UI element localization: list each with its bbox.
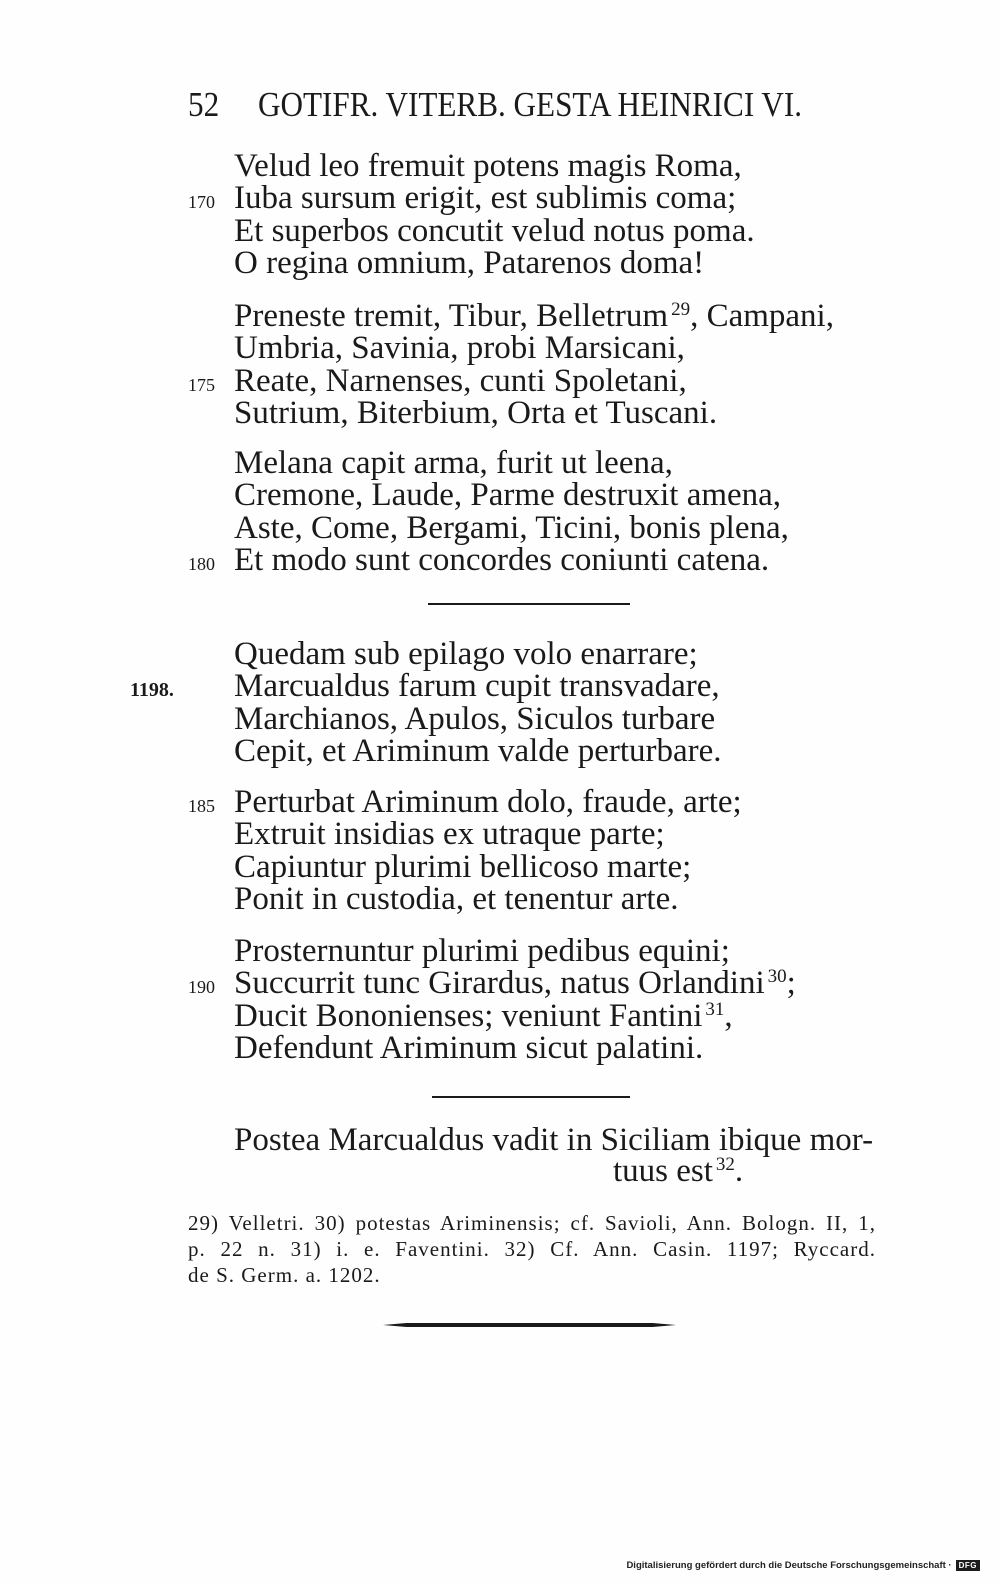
verse-line (130, 668, 722, 705)
verse-text: Prosternuntur plurimi pedibus equini; (234, 933, 730, 969)
credit-text: Digitalisierung gefördert durch die Deutsche Forschungsgemeinschaft · (626, 1560, 952, 1571)
line-number: 180 (188, 553, 215, 574)
end-rule (383, 1323, 676, 1327)
line-number: 185 (188, 796, 215, 816)
verse-text: Preneste tremit, Tibur, Belletrum (234, 298, 669, 334)
verse-line (234, 330, 834, 367)
verse-text: Melana capit arma, furit ut leena, (234, 445, 673, 481)
verse-text: Ponit in custodia, et tenentur arte. (234, 880, 679, 917)
verse-line (234, 150, 755, 182)
verse-line (234, 700, 722, 737)
line-number: 170 (188, 192, 215, 213)
verse-stanza (188, 784, 742, 917)
verse-stanza (188, 445, 789, 578)
verse-line (234, 848, 742, 885)
verse-line (234, 212, 755, 249)
footnote-ref: 29 (671, 299, 691, 320)
verse-text: Velud leo fremuit potens magis Roma, (234, 148, 742, 184)
verse-stanza (130, 636, 722, 769)
verse-text: Defendunt Ariminum sicut palatini. (234, 1029, 704, 1066)
verse-text: O regina omnium, Patarenos doma! (234, 244, 705, 281)
verse-line (234, 816, 742, 853)
verse-text: Quedam sub epilago volo enarrare; (234, 636, 698, 672)
page-number: 52 (188, 85, 220, 124)
digitization-credit (626, 1560, 980, 1571)
verse-text: Succurrit tunc Girardus, natus Orlandini (234, 965, 765, 1002)
prose-passage (234, 1122, 874, 1189)
punctuation: ; (786, 965, 796, 1002)
footnote-ref: 32 (715, 1154, 735, 1175)
verse-line (234, 997, 796, 1034)
verse-text: Ducit Bononienses; veniunt Fantini (234, 997, 703, 1034)
verse-text: Marchianos, Apulos, Siculos turbare (234, 700, 716, 737)
running-title: GOTIFR. VITERB. GESTA HEINRICI VI. (258, 85, 803, 124)
prose-text: Postea Marcualdus vadit in Siciliam ibique mor- (234, 1122, 874, 1158)
verse-line (234, 394, 834, 431)
verse-line (234, 638, 722, 670)
verse-line (234, 509, 789, 546)
line-number: 190 (188, 977, 215, 998)
verse-stanza (188, 148, 755, 281)
prose-line (234, 1153, 873, 1189)
verse-line (234, 1029, 796, 1066)
punctuation: . (734, 1153, 744, 1189)
verse-line (188, 541, 789, 578)
verse-text: Marcualdus farum cupit transvadare, (234, 668, 720, 705)
verse-line (188, 362, 834, 399)
verse-text: Capiuntur plurimi bellicoso marte; (234, 848, 692, 885)
verse-text: Cremone, Laude, Parme destruxit amena, (234, 477, 782, 514)
footnote-line: de S. Germ. a. 1202. (188, 1263, 381, 1287)
dfg-logo: DFG (956, 1560, 980, 1571)
verse-stanza (188, 933, 796, 1066)
verse-text: Umbria, Savinia, probi Marsicani, (234, 330, 685, 367)
footnote-line: 29) Velletri. 30) potestas Ariminensis; cf. Savioli, Ann. Bologn. II, 1, (188, 1211, 876, 1235)
verse-line (234, 935, 796, 967)
prose-text: tuus est (613, 1153, 713, 1189)
verse-line (188, 784, 742, 820)
footnote-line: p. 22 n. 31) i. e. Faventini. 32) Cf. Ann. Casin. 1197; Ryccard. (188, 1237, 876, 1261)
prose-line (234, 1122, 874, 1158)
footnote-ref: 30 (767, 966, 787, 988)
verse-line (234, 300, 834, 332)
verse-line (234, 244, 755, 281)
verse-text: Et modo sunt concordes coniunti catena. (234, 541, 770, 578)
section-divider (432, 1096, 630, 1098)
section-divider (428, 603, 630, 605)
verse-line (234, 477, 789, 514)
footnotes (188, 1210, 876, 1288)
verse-text: Reate, Narnenses, cunti Spoletani, (234, 362, 687, 399)
footnote-ref: 31 (705, 998, 725, 1020)
verse-text: Perturbat Ariminum dolo, fraude, arte; (234, 784, 742, 820)
punctuation: , Campani, (690, 298, 834, 334)
verse-stanza (188, 298, 834, 431)
verse-line (234, 732, 722, 769)
verse-text: Et superbos concutit velud notus poma. (234, 212, 755, 249)
verse-text: Sutrium, Biterbium, Orta et Tuscani. (234, 394, 718, 431)
margin-year: 1198. (130, 679, 174, 702)
verse-text: Iuba sursum erigit, est sublimis coma; (234, 180, 737, 217)
punctuation: , (724, 997, 733, 1034)
verse-line (234, 447, 789, 479)
verse-line (188, 965, 796, 1002)
line-number: 175 (188, 374, 215, 395)
verse-line (188, 180, 755, 217)
verse-text: Aste, Come, Bergami, Ticini, bonis plena, (234, 509, 789, 546)
verse-text: Cepit, et Ariminum valde perturbare. (234, 732, 722, 769)
verse-text: Extruit insidias ex utraque parte; (234, 816, 665, 853)
verse-line (234, 880, 742, 917)
